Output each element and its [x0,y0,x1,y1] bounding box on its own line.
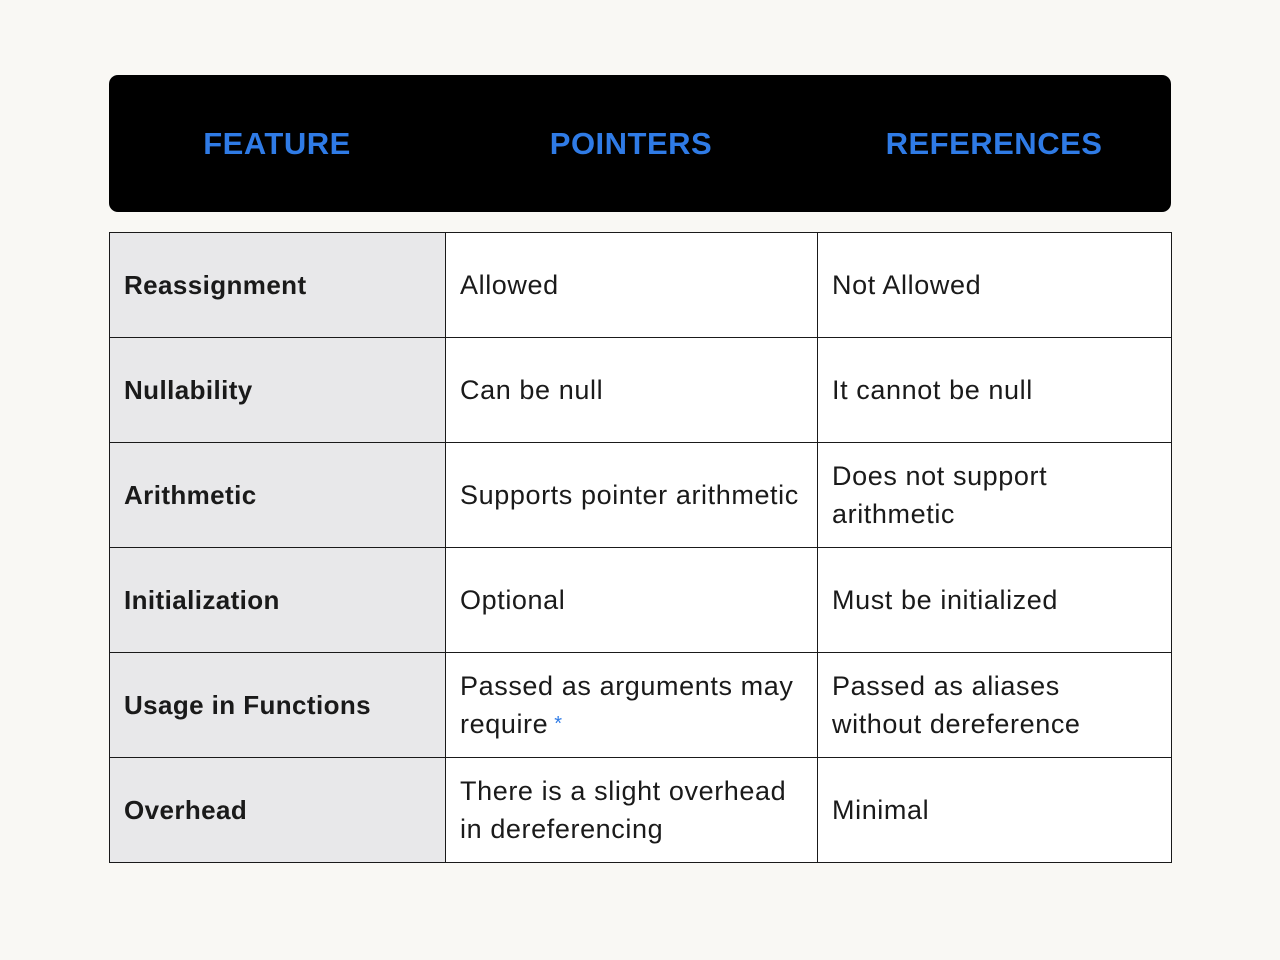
feature-cell: Overhead [110,758,446,863]
feature-cell: Arithmetic [110,443,446,548]
table-row [110,758,1172,863]
feature-cell: Reassignment [110,233,446,338]
table-header [109,75,1171,212]
header-pointers: POINTERS [549,125,713,161]
pointers-cell: Allowed [446,233,818,338]
asterisk-mark: * [554,713,563,735]
references-cell: Must be initialized [818,548,1172,653]
pointers-cell: Can be null [446,338,818,443]
header-feature: FEATURE [203,125,351,161]
references-cell: Passed as aliases without dereference [818,653,1172,758]
table-row [110,653,1172,758]
feature-cell: Initialization [110,548,446,653]
feature-cell: Nullability [110,338,446,443]
pointers-cell: Optional [446,548,818,653]
comparison-table [109,232,1172,863]
references-cell: Minimal [818,758,1172,863]
table-row [110,443,1172,548]
feature-cell: Usage in Functions [110,653,446,758]
header-references: REFERENCES [885,125,1103,161]
pointers-cell [446,653,818,758]
pointers-cell: Supports pointer arithmetic [446,443,818,548]
pointers-cell-text: Passed as arguments may require [460,671,794,739]
references-cell: Not Allowed [818,233,1172,338]
pointers-cell: There is a slight overhead in dereferencing [446,758,818,863]
table-row [110,548,1172,653]
table-row [110,233,1172,338]
references-cell: It cannot be null [818,338,1172,443]
table-row [110,338,1172,443]
references-cell: Does not support arithmetic [818,443,1172,548]
